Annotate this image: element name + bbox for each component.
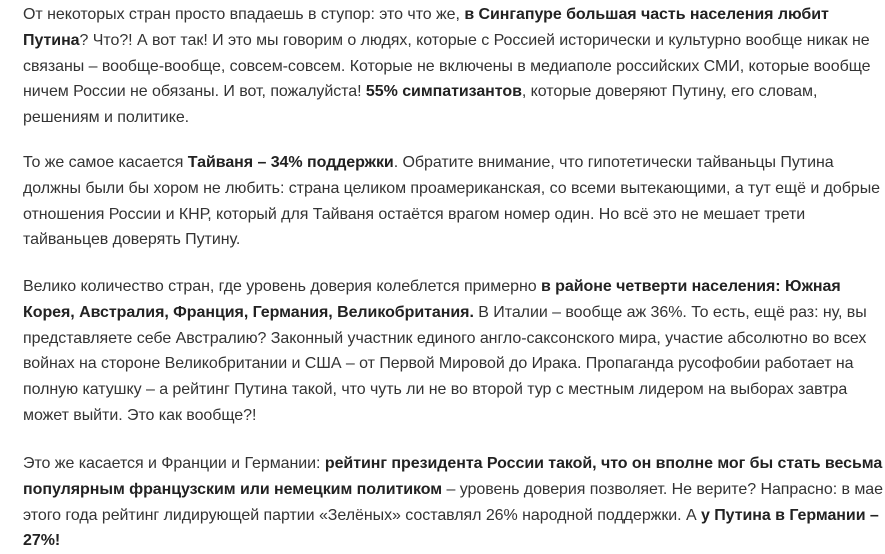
bold-segment: 55% симпатизантов (365, 83, 522, 101)
bold-segment: Тайваня – 34% поддержки (187, 154, 394, 171)
paragraph-quarter-countries (23, 274, 885, 429)
paragraph-france-germany (23, 451, 885, 554)
paragraph-taiwan (23, 150, 885, 253)
bold-segment: в Сингапуре большая часть населения любит Путина (23, 6, 829, 49)
text-segment: ? Что?! А вот так! И это мы говорим о людях, которые с Россией исторически и культурно вообще никак не связаны – вообще-вообще, совсем-совсем. Которые не включены в медиаполе российских СМИ, которые вообще ничем России не обязаны. И вот, пожалуйста! (23, 31, 871, 101)
text-segment: – уровень доверия позволяет. Не верите? Напрасно: в мае этого года рейтинг лидирующей партии «Зелёных» составлял 26% народной поддержки. А (23, 480, 883, 524)
text-segment: Велико количество стран, где уровень доверия колеблется примерно (23, 278, 541, 295)
bold-segment: рейтинг президента России такой, что он вполне мог бы стать весьма популярным французским или немецким политиком (23, 455, 883, 498)
text-segment: В Италии – вообще аж 36%. То есть, ещё раз: ну, вы представляете себе Австралию? Законный участник единого англо-саксонского мира, участие абсолютно во всех войнах на стороне Великобритании и США – от Первой Мировой до Ирака. Пропаганда русофобии работает на полную катушку – а рейтинг Путина такой, что чуть ли не во второй тур с местным лидером на выборах завтра может выйти. Это как вообще?! (23, 303, 867, 424)
text-segment: . Обратите внимание, что гипотетически тайваньцы Путина должны были бы хором не любить: страна целиком проамериканская, со всеми вытекающими, а тут ещё и добрые отношения России и КНР, который для Тайваня остаётся врагом номер один. Но всё это не мешает трети тайваньцев доверять Путину. (23, 154, 881, 249)
text-segment: Это же касается и Франции и Германии: (23, 455, 325, 472)
text-segment: То же самое касается (23, 154, 188, 171)
paragraph-singapore (23, 2, 885, 131)
text-segment: От некоторых стран просто впадаешь в ступор: это что же, (23, 6, 465, 23)
bold-segment: у Путина в Германии – 27%! (23, 506, 879, 550)
bold-segment: в районе четверти населения: Южная Корея, Австралия, Франция, Германия, Великобритания. (23, 278, 841, 321)
text-segment: , которые доверяют Путину, его словам, решениям и политике. (23, 83, 818, 127)
